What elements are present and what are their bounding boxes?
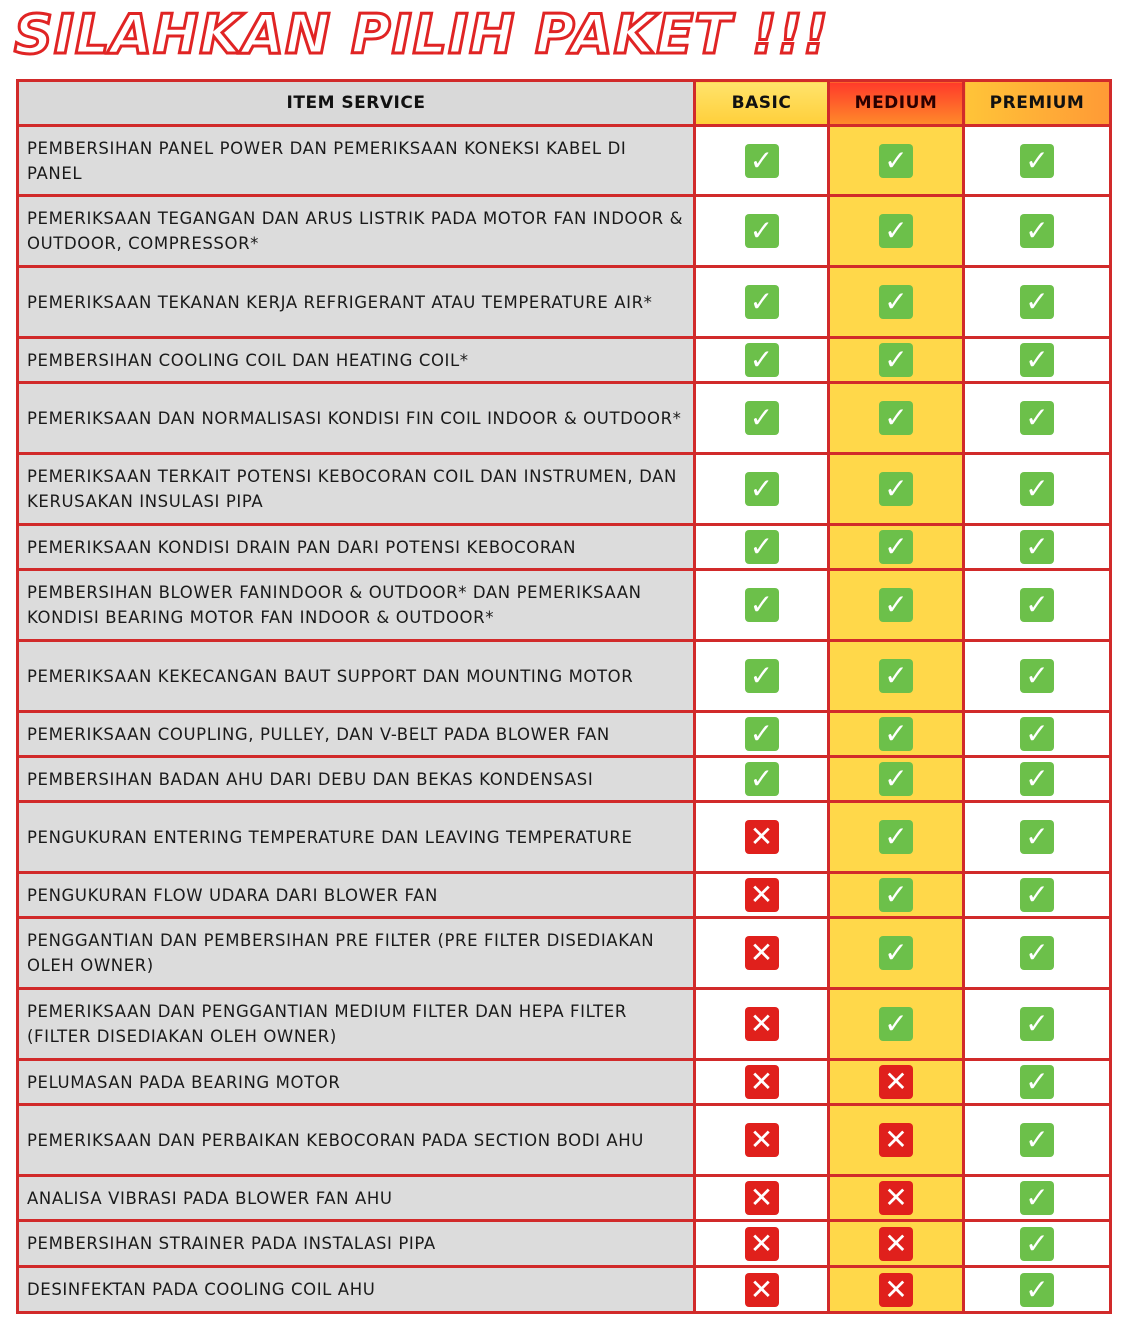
premium-cell bbox=[964, 802, 1111, 873]
check-icon: ✓ bbox=[1020, 401, 1054, 435]
medium-cell bbox=[829, 454, 964, 525]
service-item-label: PENGUKURAN ENTERING TEMPERATURE DAN LEAVING TEMPERATURE bbox=[18, 802, 695, 873]
medium-cell bbox=[829, 918, 964, 989]
premium-cell bbox=[964, 525, 1111, 570]
check-icon: ✓ bbox=[879, 820, 913, 854]
basic-cell bbox=[695, 338, 829, 383]
check-icon: ✓ bbox=[1020, 472, 1054, 506]
table-row bbox=[18, 712, 1111, 757]
check-icon: ✓ bbox=[1020, 343, 1054, 377]
cross-icon: ✕ bbox=[745, 820, 779, 854]
check-icon: ✓ bbox=[1020, 1227, 1054, 1261]
premium-cell bbox=[964, 126, 1111, 196]
premium-cell bbox=[964, 338, 1111, 383]
service-item-label: ANALISA VIBRASI PADA BLOWER FAN AHU bbox=[18, 1176, 695, 1221]
check-icon: ✓ bbox=[879, 530, 913, 564]
basic-cell bbox=[695, 1060, 829, 1105]
service-item-label: PEMERIKSAAN TEKANAN KERJA REFRIGERANT ATAU TEMPERATURE AIR* bbox=[18, 267, 695, 338]
table-row bbox=[18, 383, 1111, 454]
table-row bbox=[18, 267, 1111, 338]
premium-cell bbox=[964, 267, 1111, 338]
premium-cell bbox=[964, 757, 1111, 802]
cross-icon: ✕ bbox=[745, 878, 779, 912]
table-row bbox=[18, 338, 1111, 383]
check-icon: ✓ bbox=[745, 472, 779, 506]
header-basic: BASIC bbox=[695, 81, 829, 126]
service-item-label: PEMERIKSAAN COUPLING, PULLEY, DAN V-BELT PADA BLOWER FAN bbox=[18, 712, 695, 757]
check-icon: ✓ bbox=[1020, 1065, 1054, 1099]
check-icon: ✓ bbox=[745, 214, 779, 248]
basic-cell bbox=[695, 126, 829, 196]
check-icon: ✓ bbox=[879, 1007, 913, 1041]
medium-cell bbox=[829, 873, 964, 918]
service-item-label: PEMBERSIHAN PANEL POWER DAN PEMERIKSAAN KONEKSI KABEL DI PANEL bbox=[18, 126, 695, 196]
check-icon: ✓ bbox=[1020, 1181, 1054, 1215]
medium-cell bbox=[829, 525, 964, 570]
premium-cell bbox=[964, 873, 1111, 918]
medium-cell bbox=[829, 1221, 964, 1267]
check-icon: ✓ bbox=[1020, 717, 1054, 751]
check-icon: ✓ bbox=[1020, 762, 1054, 796]
premium-cell bbox=[964, 454, 1111, 525]
header-medium: MEDIUM bbox=[829, 81, 964, 126]
table-row bbox=[18, 126, 1111, 196]
basic-cell bbox=[695, 196, 829, 267]
check-icon: ✓ bbox=[879, 343, 913, 377]
premium-cell bbox=[964, 1221, 1111, 1267]
check-icon: ✓ bbox=[1020, 1273, 1054, 1307]
check-icon: ✓ bbox=[1020, 878, 1054, 912]
medium-cell bbox=[829, 712, 964, 757]
basic-cell bbox=[695, 757, 829, 802]
check-icon: ✓ bbox=[1020, 144, 1054, 178]
header-item-service: ITEM SERVICE bbox=[18, 81, 695, 126]
check-icon: ✓ bbox=[879, 214, 913, 248]
service-item-label: PEMERIKSAAN DAN PENGGANTIAN MEDIUM FILTER DAN HEPA FILTER (FILTER DISEDIAKAN OLEH OWNER) bbox=[18, 989, 695, 1060]
check-icon: ✓ bbox=[745, 285, 779, 319]
check-icon: ✓ bbox=[745, 659, 779, 693]
table-row bbox=[18, 1060, 1111, 1105]
service-item-label: PEMBERSIHAN BADAN AHU DARI DEBU DAN BEKAS KONDENSASI bbox=[18, 757, 695, 802]
cross-icon: ✕ bbox=[879, 1273, 913, 1307]
medium-cell bbox=[829, 383, 964, 454]
table-row bbox=[18, 757, 1111, 802]
service-item-label: PEMERIKSAAN TERKAIT POTENSI KEBOCORAN COIL DAN INSTRUMEN, DAN KERUSAKAN INSULASI PIPA bbox=[18, 454, 695, 525]
table-row bbox=[18, 1267, 1111, 1313]
check-icon: ✓ bbox=[1020, 820, 1054, 854]
medium-cell bbox=[829, 267, 964, 338]
table-row bbox=[18, 570, 1111, 641]
cross-icon: ✕ bbox=[745, 1227, 779, 1261]
cross-icon: ✕ bbox=[879, 1065, 913, 1099]
service-item-label: PEMBERSIHAN STRAINER PADA INSTALASI PIPA bbox=[18, 1221, 695, 1267]
medium-cell bbox=[829, 1176, 964, 1221]
premium-cell bbox=[964, 570, 1111, 641]
check-icon: ✓ bbox=[1020, 530, 1054, 564]
basic-cell bbox=[695, 383, 829, 454]
basic-cell bbox=[695, 267, 829, 338]
table-row bbox=[18, 196, 1111, 267]
package-comparison-table bbox=[16, 79, 1112, 1314]
cross-icon: ✕ bbox=[745, 1273, 779, 1307]
premium-cell bbox=[964, 1060, 1111, 1105]
check-icon: ✓ bbox=[1020, 588, 1054, 622]
basic-cell bbox=[695, 712, 829, 757]
cross-icon: ✕ bbox=[745, 1181, 779, 1215]
medium-cell bbox=[829, 757, 964, 802]
medium-cell bbox=[829, 1267, 964, 1313]
medium-cell bbox=[829, 196, 964, 267]
service-item-label: PEMERIKSAAN KONDISI DRAIN PAN DARI POTENSI KEBOCORAN bbox=[18, 525, 695, 570]
check-icon: ✓ bbox=[879, 762, 913, 796]
table-row bbox=[18, 454, 1111, 525]
header-premium: PREMIUM bbox=[964, 81, 1111, 126]
basic-cell bbox=[695, 873, 829, 918]
premium-cell bbox=[964, 1176, 1111, 1221]
check-icon: ✓ bbox=[1020, 214, 1054, 248]
premium-cell bbox=[964, 641, 1111, 712]
check-icon: ✓ bbox=[879, 472, 913, 506]
table-row bbox=[18, 918, 1111, 989]
service-item-label: PEMERIKSAAN TEGANGAN DAN ARUS LISTRIK PADA MOTOR FAN INDOOR & OUTDOOR, COMPRESSOR* bbox=[18, 196, 695, 267]
page-title: SILAHKAN PILIH PAKET !!! bbox=[14, 3, 829, 66]
check-icon: ✓ bbox=[1020, 285, 1054, 319]
check-icon: ✓ bbox=[879, 717, 913, 751]
table-row bbox=[18, 1105, 1111, 1176]
check-icon: ✓ bbox=[745, 401, 779, 435]
medium-cell bbox=[829, 989, 964, 1060]
table-row bbox=[18, 1221, 1111, 1267]
check-icon: ✓ bbox=[745, 762, 779, 796]
check-icon: ✓ bbox=[745, 717, 779, 751]
service-item-label: DESINFEKTAN PADA COOLING COIL AHU bbox=[18, 1267, 695, 1313]
basic-cell bbox=[695, 1176, 829, 1221]
premium-cell bbox=[964, 383, 1111, 454]
basic-cell bbox=[695, 1105, 829, 1176]
check-icon: ✓ bbox=[1020, 936, 1054, 970]
table-row bbox=[18, 641, 1111, 712]
check-icon: ✓ bbox=[745, 343, 779, 377]
check-icon: ✓ bbox=[879, 659, 913, 693]
table-row bbox=[18, 873, 1111, 918]
table-row bbox=[18, 989, 1111, 1060]
check-icon: ✓ bbox=[745, 530, 779, 564]
check-icon: ✓ bbox=[879, 144, 913, 178]
check-icon: ✓ bbox=[879, 401, 913, 435]
medium-cell bbox=[829, 641, 964, 712]
basic-cell bbox=[695, 918, 829, 989]
cross-icon: ✕ bbox=[879, 1227, 913, 1261]
header-row bbox=[18, 81, 1111, 126]
medium-cell bbox=[829, 1105, 964, 1176]
check-icon: ✓ bbox=[879, 878, 913, 912]
medium-cell bbox=[829, 1060, 964, 1105]
check-icon: ✓ bbox=[1020, 1123, 1054, 1157]
cross-icon: ✕ bbox=[745, 1007, 779, 1041]
cross-icon: ✕ bbox=[879, 1123, 913, 1157]
check-icon: ✓ bbox=[1020, 1007, 1054, 1041]
cross-icon: ✕ bbox=[745, 1065, 779, 1099]
medium-cell bbox=[829, 570, 964, 641]
service-item-label: PEMBERSIHAN COOLING COIL DAN HEATING COIL* bbox=[18, 338, 695, 383]
cross-icon: ✕ bbox=[745, 936, 779, 970]
premium-cell bbox=[964, 1267, 1111, 1313]
service-item-label: PEMERIKSAAN KEKECANGAN BAUT SUPPORT DAN MOUNTING MOTOR bbox=[18, 641, 695, 712]
premium-cell bbox=[964, 918, 1111, 989]
service-item-label: PENGUKURAN FLOW UDARA DARI BLOWER FAN bbox=[18, 873, 695, 918]
service-item-label: PELUMASAN PADA BEARING MOTOR bbox=[18, 1060, 695, 1105]
table-row bbox=[18, 802, 1111, 873]
service-item-label: PEMBERSIHAN BLOWER FANINDOOR & OUTDOOR* DAN PEMERIKSAAN KONDISI BEARING MOTOR FAN INDOOR & OUTDOOR* bbox=[18, 570, 695, 641]
medium-cell bbox=[829, 338, 964, 383]
check-icon: ✓ bbox=[879, 285, 913, 319]
check-icon: ✓ bbox=[879, 588, 913, 622]
basic-cell bbox=[695, 454, 829, 525]
cross-icon: ✕ bbox=[745, 1123, 779, 1157]
basic-cell bbox=[695, 989, 829, 1060]
check-icon: ✓ bbox=[1020, 659, 1054, 693]
service-item-label: PEMERIKSAAN DAN PERBAIKAN KEBOCORAN PADA SECTION BODI AHU bbox=[18, 1105, 695, 1176]
table-row bbox=[18, 525, 1111, 570]
basic-cell bbox=[695, 1221, 829, 1267]
premium-cell bbox=[964, 196, 1111, 267]
check-icon: ✓ bbox=[879, 936, 913, 970]
premium-cell bbox=[964, 1105, 1111, 1176]
medium-cell bbox=[829, 126, 964, 196]
basic-cell bbox=[695, 802, 829, 873]
table-row bbox=[18, 1176, 1111, 1221]
basic-cell bbox=[695, 641, 829, 712]
basic-cell bbox=[695, 525, 829, 570]
basic-cell bbox=[695, 1267, 829, 1313]
service-item-label: PENGGANTIAN DAN PEMBERSIHAN PRE FILTER (PRE FILTER DISEDIAKAN OLEH OWNER) bbox=[18, 918, 695, 989]
check-icon: ✓ bbox=[745, 588, 779, 622]
premium-cell bbox=[964, 712, 1111, 757]
medium-cell bbox=[829, 802, 964, 873]
check-icon: ✓ bbox=[745, 144, 779, 178]
cross-icon: ✕ bbox=[879, 1181, 913, 1215]
basic-cell bbox=[695, 570, 829, 641]
premium-cell bbox=[964, 989, 1111, 1060]
service-item-label: PEMERIKSAAN DAN NORMALISASI KONDISI FIN COIL INDOOR & OUTDOOR* bbox=[18, 383, 695, 454]
